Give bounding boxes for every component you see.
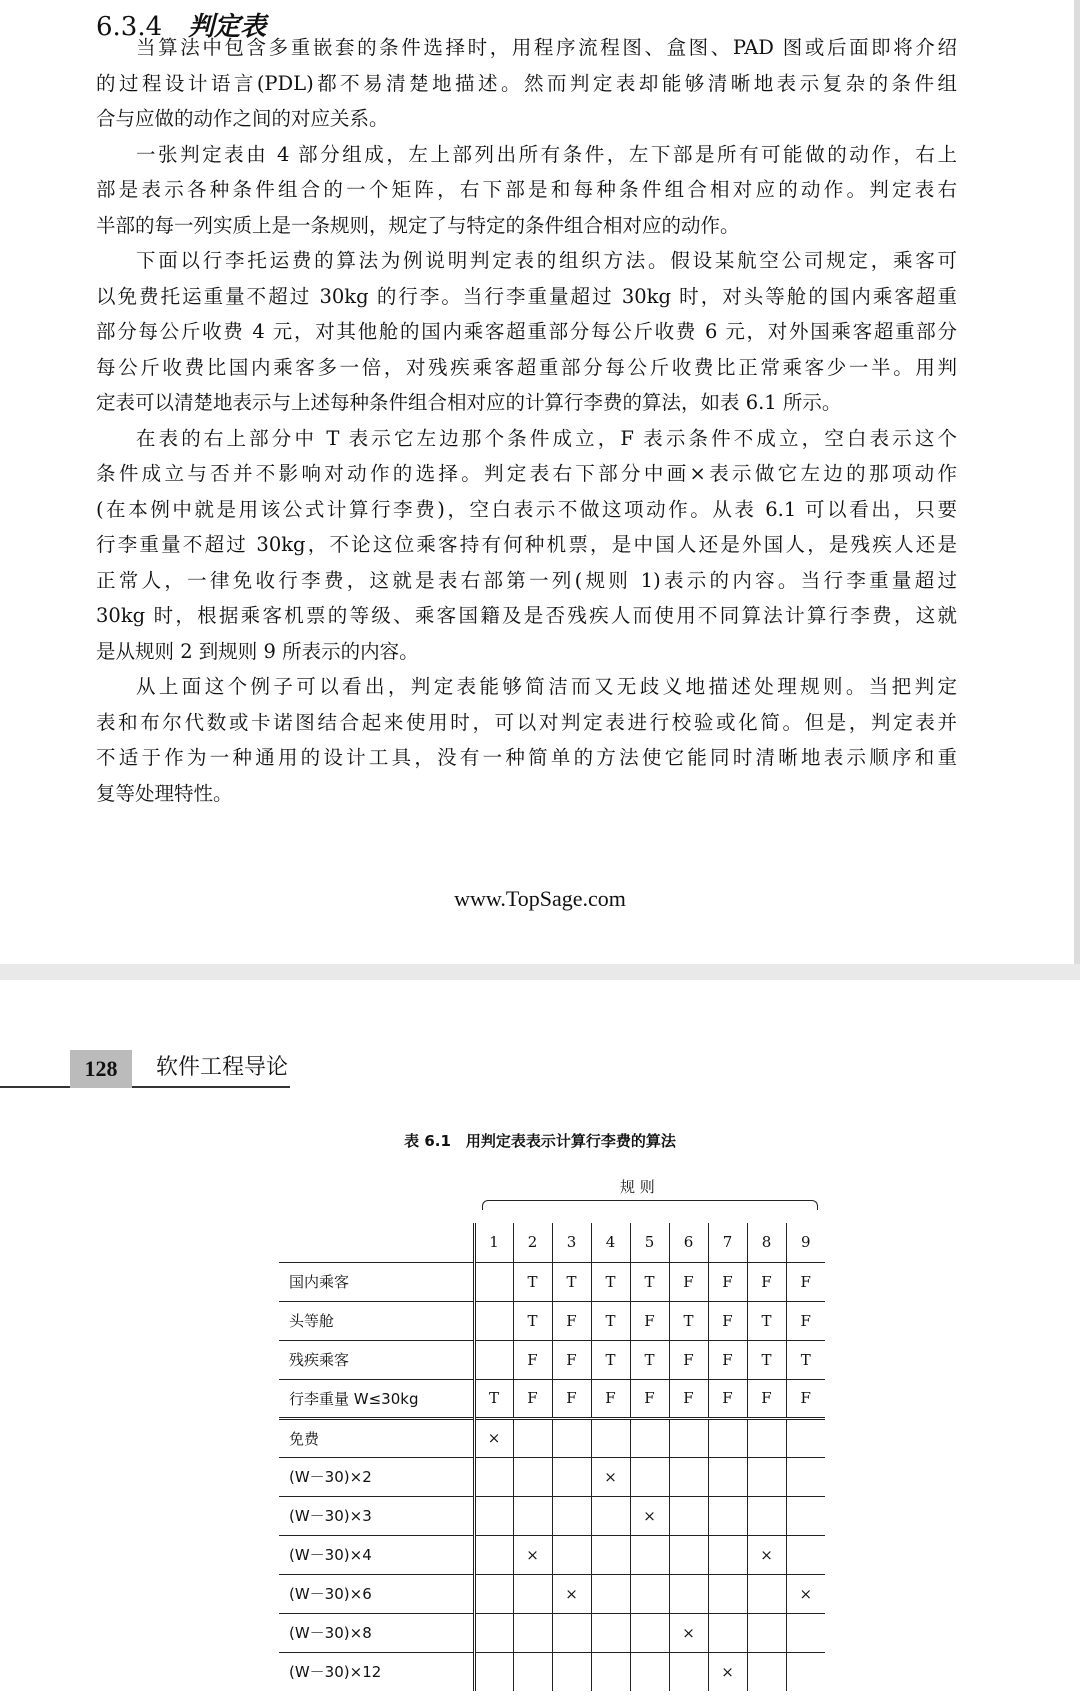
table-cell: T — [552, 1262, 591, 1301]
condition-row — [279, 1379, 825, 1418]
table-cell: F — [513, 1340, 552, 1379]
text-line: (在本例中就是用该公式计算行李费)，空白表示不做这项动作。从表 6.1 可以看出，只要 — [96, 497, 957, 521]
table-cell: × — [513, 1535, 552, 1574]
table-cell — [669, 1496, 708, 1535]
text-line: 部是表示各种条件组合的一个矩阵，右下部是和每种条件组合相对应的动作。判定表右 — [96, 178, 957, 201]
action-row — [279, 1652, 825, 1691]
table-cell — [474, 1574, 513, 1613]
row-label: 免费 — [289, 1429, 320, 1448]
table-cell: T — [591, 1301, 630, 1340]
row-label: 行李重量 W≤30kg — [289, 1389, 419, 1408]
table-cell: F — [786, 1262, 825, 1301]
table-cell: F — [669, 1340, 708, 1379]
table-cell — [786, 1535, 825, 1574]
table-cell — [708, 1574, 747, 1613]
row-label: (W－30)×3 — [289, 1507, 372, 1525]
table-cell — [708, 1613, 747, 1652]
action-row — [279, 1535, 825, 1574]
table-cell — [474, 1301, 513, 1340]
table-cell — [708, 1457, 747, 1496]
row-label: 头等舱 — [289, 1312, 335, 1330]
header-row — [279, 1223, 825, 1262]
table-cell: T — [747, 1301, 786, 1340]
table-cell — [786, 1457, 825, 1496]
text-line: 30kg 时，根据乘客机票的等级、乘客国籍及是否残疾人而使用不同算法计算行李费，这就 — [96, 604, 957, 627]
table-cell — [669, 1574, 708, 1613]
text-line: 的过程设计语言(PDL)都不易清楚地描述。然而判定表却能够清晰地表示复杂的条件组 — [96, 71, 957, 95]
table-cell: F — [630, 1379, 669, 1418]
row-label: 残疾乘客 — [289, 1351, 350, 1369]
text-line: 复等处理特性。 — [96, 781, 233, 805]
text-line: 是从规则 2 到规则 9 所表示的内容。 — [96, 639, 419, 663]
table-cell: T — [474, 1379, 513, 1418]
table-cell: × — [591, 1457, 630, 1496]
table-cell — [552, 1613, 591, 1652]
table-cell — [591, 1652, 630, 1691]
table-cell — [747, 1418, 786, 1457]
decision-table — [279, 1223, 825, 1691]
action-row — [279, 1457, 825, 1496]
table-cell: × — [669, 1613, 708, 1652]
page-2 — [0, 980, 1080, 1704]
table-caption: 表 6.1 用判定表表示计算行李费的算法 — [404, 1132, 676, 1150]
action-row — [279, 1496, 825, 1535]
table-cell: F — [630, 1301, 669, 1340]
table-cell: × — [474, 1418, 513, 1457]
text-line: 当算法中包含多重嵌套的条件选择时，用程序流程图、盒图、PAD 图或后面即将介绍 — [136, 36, 957, 59]
table-cell — [630, 1457, 669, 1496]
row-label: 国内乘客 — [289, 1273, 350, 1291]
row-label: (W－30)×6 — [289, 1585, 372, 1603]
table-cell — [786, 1496, 825, 1535]
row-label: (W－30)×12 — [289, 1663, 382, 1682]
text-line: 每公斤收费比国内乘客多一倍，对残疾乘客超重部分每公斤收费比正常乘客少一半。用判 — [96, 355, 957, 379]
table-cell — [669, 1457, 708, 1496]
table-cell — [513, 1418, 552, 1457]
table-cell: F — [786, 1379, 825, 1418]
section-number: 6.3.4 — [96, 12, 163, 42]
table-cell — [591, 1535, 630, 1574]
table-cell — [708, 1418, 747, 1457]
table-cell — [708, 1496, 747, 1535]
table-cell: × — [630, 1496, 669, 1535]
table-cell — [513, 1574, 552, 1613]
table-cell: 7 — [708, 1223, 747, 1262]
section-title: 判定表 — [188, 12, 267, 42]
table-cell: × — [786, 1574, 825, 1613]
table-cell: × — [747, 1535, 786, 1574]
table-cell — [630, 1535, 669, 1574]
table-cell — [630, 1574, 669, 1613]
table-cell: T — [786, 1340, 825, 1379]
table-cell — [669, 1535, 708, 1574]
table-cell — [747, 1574, 786, 1613]
row-label — [279, 1223, 474, 1262]
table-cell — [591, 1574, 630, 1613]
text-line: 下面以行李托运费的算法为例说明判定表的组织方法。假设某航空公司规定，乘客可 — [136, 249, 957, 272]
table-cell — [747, 1496, 786, 1535]
table-cell: 9 — [786, 1223, 825, 1262]
rules-brace — [482, 1200, 818, 1210]
text-line: 不适于作为一种通用的设计工具，没有一种简单的方法使它能同时清晰地表示顺序和重 — [96, 746, 957, 769]
condition-row — [279, 1340, 825, 1379]
table-cell: F — [708, 1262, 747, 1301]
table-cell: 3 — [552, 1223, 591, 1262]
table-cell — [747, 1613, 786, 1652]
table-cell — [552, 1535, 591, 1574]
table-cell — [669, 1652, 708, 1691]
table-cell — [747, 1652, 786, 1691]
table-cell: T — [591, 1262, 630, 1301]
table-cell — [513, 1496, 552, 1535]
table-cell — [474, 1535, 513, 1574]
text-line: 行李重量不超过 30kg，不论这位乘客持有何种机票，是中国人还是外国人，是残疾人还是 — [96, 533, 957, 556]
table-cell: 6 — [669, 1223, 708, 1262]
table-cell: T — [669, 1301, 708, 1340]
text-line: 条件成立与否并不影响对动作的选择。判定表右下部分中画×表示做它左边的那项动作 — [96, 462, 957, 485]
text-line: 半部的每一列实质上是一条规则，规定了与特定的条件组合相对应的动作。 — [96, 213, 740, 237]
table-cell — [513, 1613, 552, 1652]
table-cell — [747, 1457, 786, 1496]
row-label: (W－30)×4 — [289, 1546, 372, 1564]
table-cell — [708, 1535, 747, 1574]
table-cell: 4 — [591, 1223, 630, 1262]
text-line: 一张判定表由 4 部分组成，左上部列出所有条件，左下部是所有可能做的动作，右上 — [136, 142, 957, 166]
table-cell — [552, 1457, 591, 1496]
table-cell — [474, 1496, 513, 1535]
action-row — [279, 1613, 825, 1652]
text-line: 在表的右上部分中 T 表示它左边那个条件成立，F 表示条件不成立，空白表示这个 — [136, 426, 957, 450]
table-cell — [552, 1496, 591, 1535]
table-cell: F — [552, 1379, 591, 1418]
table-cell: 8 — [747, 1223, 786, 1262]
table-cell — [474, 1340, 513, 1379]
text-line: 部分每公斤收费 4 元，对其他舱的国内乘客超重部分每公斤收费 6 元，对外国乘客超重部分 — [96, 320, 957, 343]
table-cell: T — [747, 1340, 786, 1379]
table-cell — [786, 1652, 825, 1691]
table-cell: F — [513, 1379, 552, 1418]
page-number: 128 — [70, 1050, 132, 1088]
row-label: (W－30)×2 — [289, 1468, 372, 1486]
table-cell — [591, 1613, 630, 1652]
table-cell — [552, 1418, 591, 1457]
table-cell: T — [513, 1301, 552, 1340]
table-cell: T — [513, 1262, 552, 1301]
table-cell — [630, 1613, 669, 1652]
table-cell — [630, 1652, 669, 1691]
table-cell: F — [552, 1301, 591, 1340]
condition-row — [279, 1301, 825, 1340]
table-cell — [591, 1418, 630, 1457]
action-row — [279, 1574, 825, 1613]
action-row — [279, 1418, 825, 1457]
table-cell: T — [591, 1340, 630, 1379]
table-cell — [786, 1418, 825, 1457]
table-cell: F — [669, 1262, 708, 1301]
table-cell: F — [747, 1262, 786, 1301]
table-cell — [513, 1652, 552, 1691]
table-cell — [474, 1457, 513, 1496]
table-cell: × — [552, 1574, 591, 1613]
table-cell: × — [708, 1652, 747, 1691]
row-label: (W－30)×8 — [289, 1624, 372, 1642]
table-cell — [474, 1262, 513, 1301]
footer-site: www.TopSage.com — [454, 886, 626, 911]
table-cell — [591, 1496, 630, 1535]
table-cell — [513, 1457, 552, 1496]
table-cell: T — [630, 1262, 669, 1301]
table-cell: 5 — [630, 1223, 669, 1262]
text-line: 表和布尔代数或卡诺图结合起来使用时，可以对判定表进行校验或化简。但是，判定表并 — [96, 710, 957, 734]
table-cell: F — [552, 1340, 591, 1379]
table-cell: F — [591, 1379, 630, 1418]
table-cell: F — [708, 1379, 747, 1418]
text-line: 从上面这个例子可以看出，判定表能够简洁而又无歧义地描述处理规则。当把判定 — [136, 675, 957, 698]
table-cell — [786, 1613, 825, 1652]
book-title: 软件工程导论 — [156, 1055, 289, 1080]
table-cell: F — [669, 1379, 708, 1418]
text-line: 定表可以清楚地表示与上述每种条件组合相对应的计算行李费的算法，如表 6.1 所示。 — [96, 391, 842, 414]
table-cell — [474, 1613, 513, 1652]
table-cell: T — [630, 1340, 669, 1379]
table-cell: F — [708, 1340, 747, 1379]
table-cell — [669, 1418, 708, 1457]
rules-label: 规 则 — [620, 1178, 655, 1196]
table-cell — [552, 1652, 591, 1691]
table-cell: F — [786, 1301, 825, 1340]
table-cell — [630, 1418, 669, 1457]
condition-row — [279, 1262, 825, 1301]
text-line: 合与应做的动作之间的对应关系。 — [96, 107, 389, 130]
text-line: 以免费托运重量不超过 30kg 的行李。当行李重量超过 30kg 时，对头等舱的国内乘客超重 — [96, 284, 957, 308]
table-cell — [474, 1652, 513, 1691]
table-cell: 1 — [474, 1223, 513, 1262]
table-cell: F — [708, 1301, 747, 1340]
table-cell: 2 — [513, 1223, 552, 1262]
text-line: 正常人，一律免收行李费，这就是表右部第一列(规则 1)表示的内容。当行李重量超过 — [96, 568, 957, 592]
table-cell: F — [747, 1379, 786, 1418]
body-text — [96, 30, 957, 811]
